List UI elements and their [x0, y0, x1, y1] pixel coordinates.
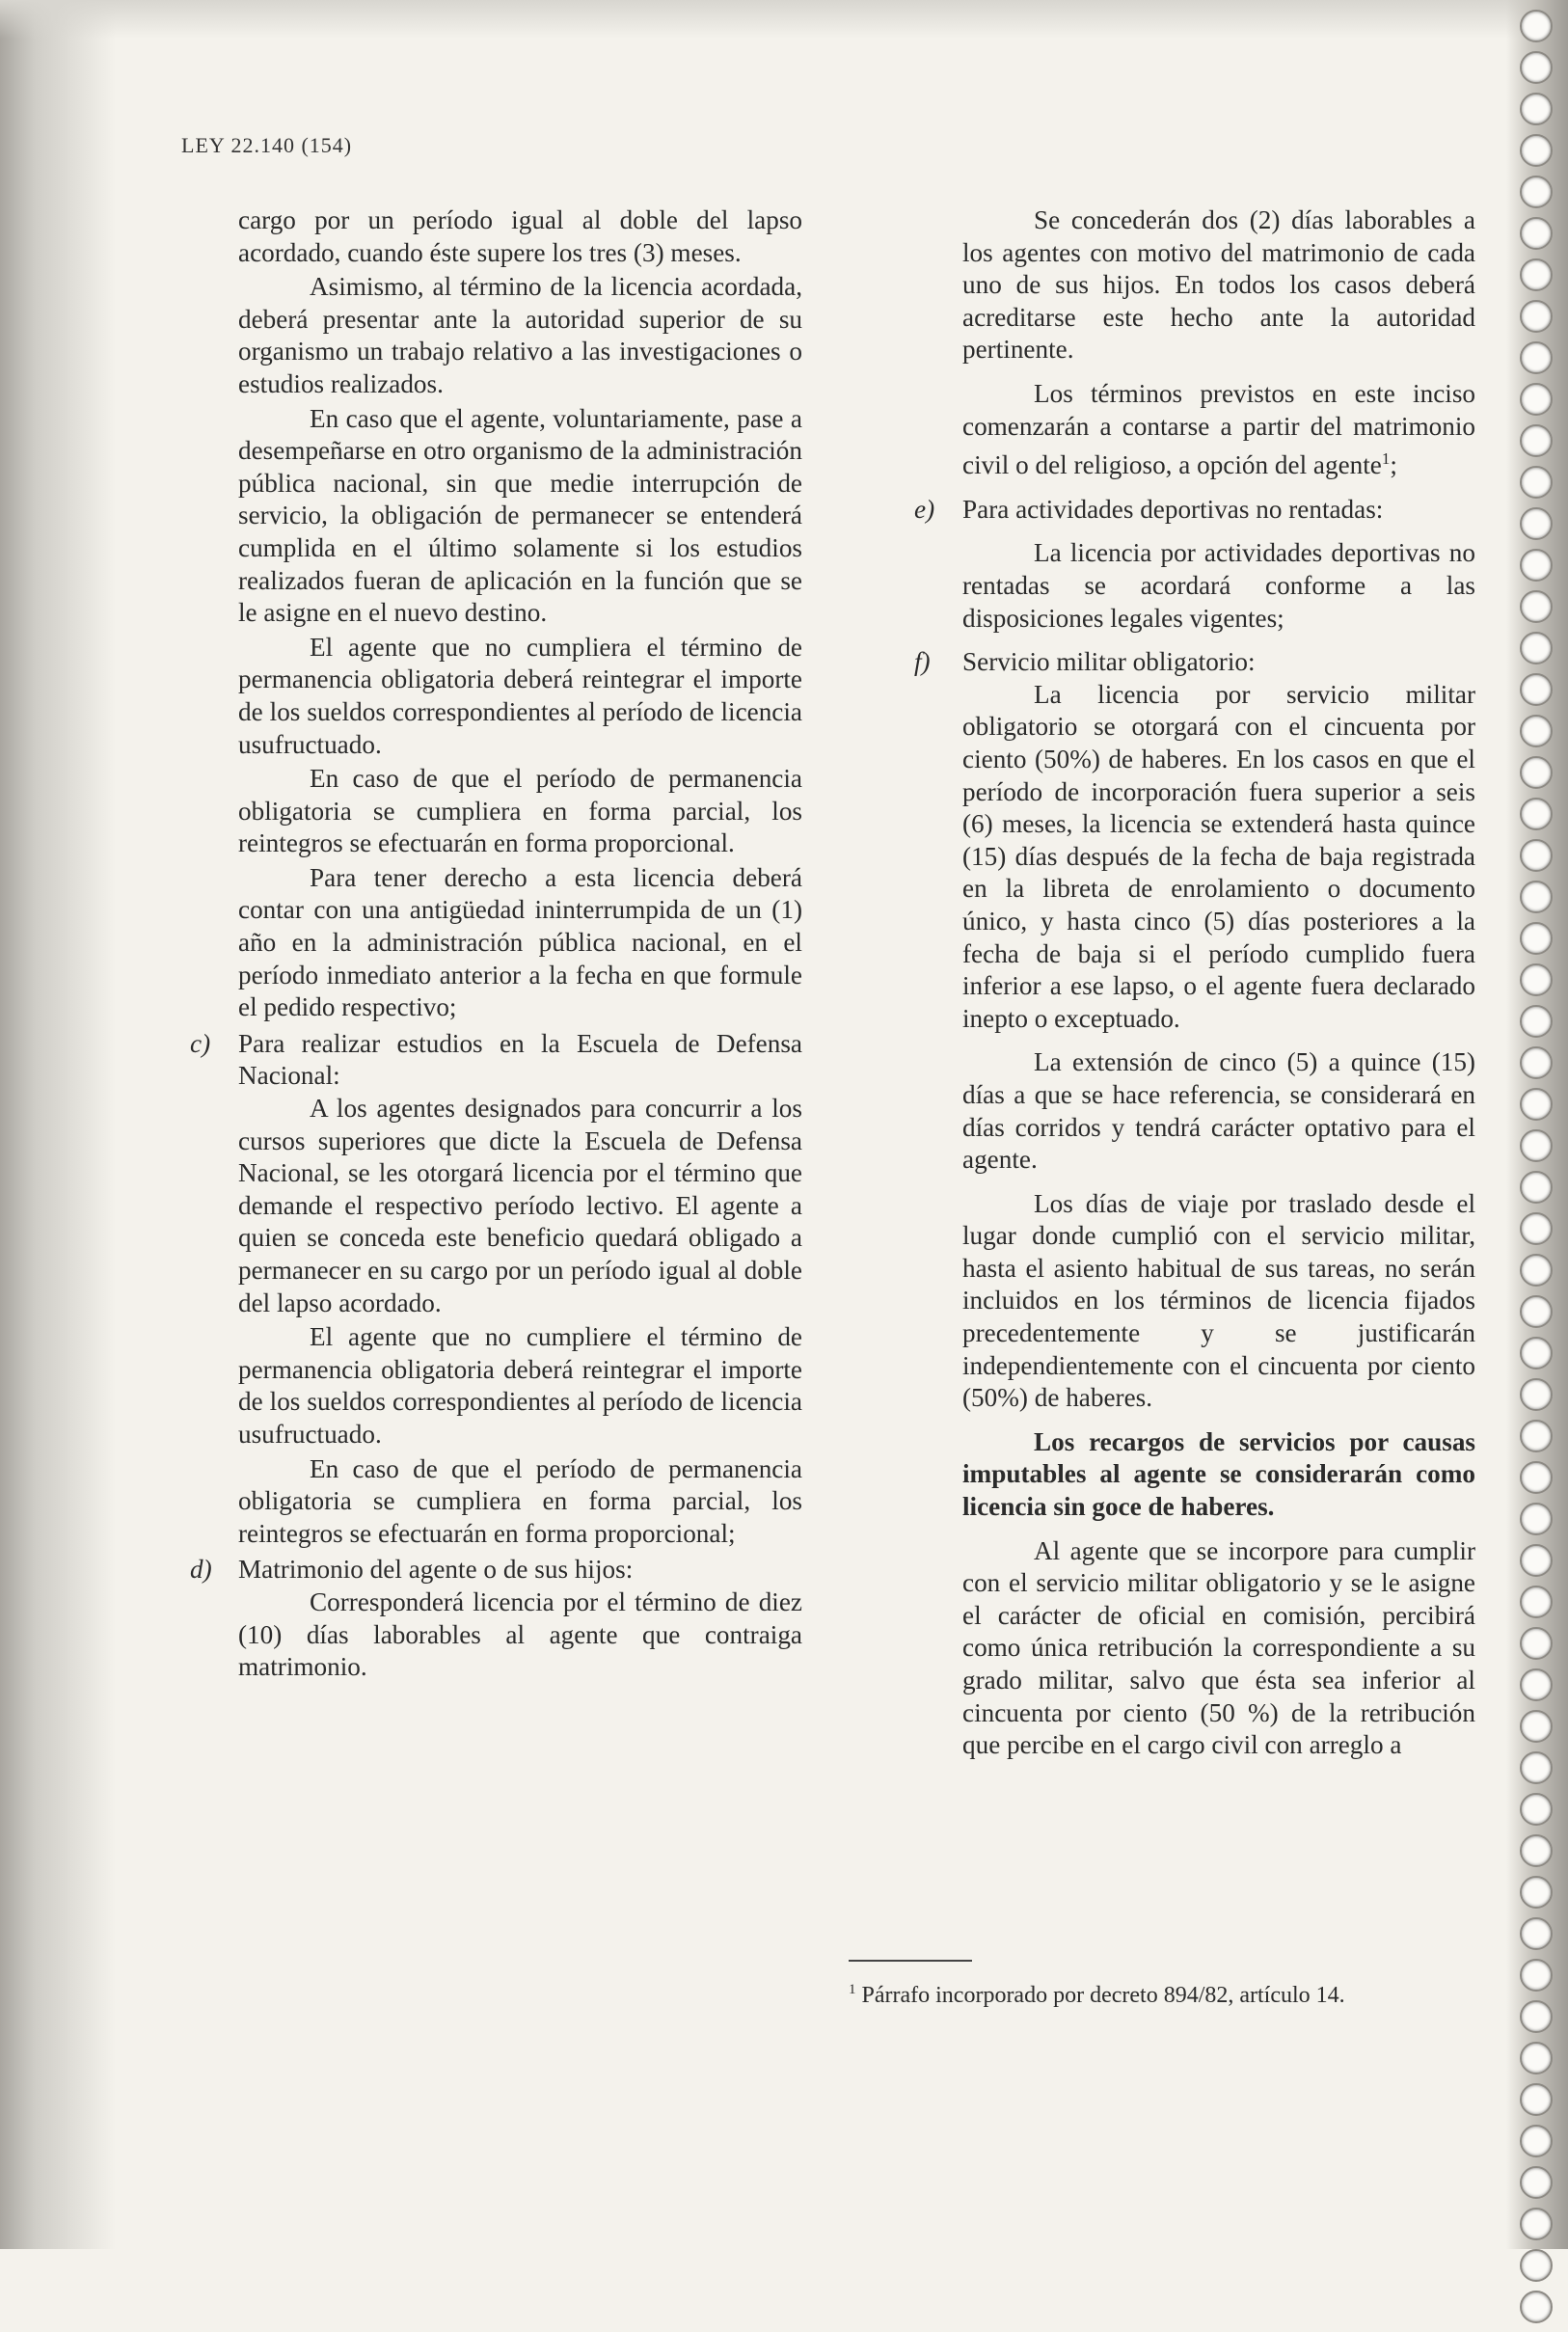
paragraph: Al agente que se incorpore para cumplir con el servicio militar obligatorio y se le asigne el carácter de oficial en comisión, percibirá como única retribución la correspondiente a su grado militar, salvo que ésta sea inferior al cincuenta por ciento (50 %) de la retribución que percibe en el cargo civil con arreglo a — [962, 1535, 1475, 1760]
binding-hole — [1520, 590, 1553, 623]
paragraph: Se concederán dos (2) días laborables a los agentes con motivo del matrimonio de cada uno de sus hijos. En todos los casos deberá acreditarse este hecho ante la autoridad pertinente. — [962, 205, 1475, 365]
binding-hole — [1520, 1420, 1553, 1452]
binding-hole — [1520, 1046, 1553, 1079]
paragraph: Los días de viaje por traslado desde el lugar donde cumplió con el servicio militar, hasta el asiento habitual de sus tareas, no serán incluidos en los términos de licencia fijados precedentemente y se justificarán independientemente con el cincuenta por ciento (50%) de haberes. — [962, 1188, 1475, 1413]
binding-hole — [1520, 2125, 1553, 2157]
item-label: Servicio militar obligatorio: — [962, 647, 1256, 677]
binding-hole — [1520, 1378, 1553, 1411]
binding-hole — [1520, 2249, 1553, 2282]
item-mark: f) — [914, 647, 931, 677]
binding-hole — [1520, 1627, 1553, 1660]
binding-hole — [1520, 2042, 1553, 2074]
binding-holes — [1520, 10, 1558, 2332]
binding-hole — [1520, 1129, 1553, 1162]
paragraph: cargo por un período igual al doble del lapso acordado, cuando éste supere los tres (3) meses. — [238, 205, 802, 267]
binding-hole — [1520, 1337, 1553, 1369]
item-label: Matrimonio del agente o de sus hijos: — [238, 1555, 634, 1585]
binding-hole — [1520, 632, 1553, 664]
page-top-shadow — [0, 0, 1568, 39]
paragraph: La extensión de cinco (5) a quince (15) días a que se hace referencia, se considerará en días corridos y tendrá carácter optativo para el agente. — [962, 1047, 1475, 1175]
binding-hole — [1520, 507, 1553, 540]
paragraph-text: Los términos previstos en este inciso comenzarán a contarse a partir del matrimonio civil o del religioso, a opción del agente — [962, 378, 1475, 480]
binding-hole — [1520, 134, 1553, 167]
binding-hole — [1520, 341, 1553, 374]
item-f — [914, 646, 1475, 1762]
item-d — [190, 1554, 802, 1683]
left-column — [190, 204, 802, 1684]
binding-hole — [1520, 1834, 1553, 1867]
binding-hole — [1520, 51, 1553, 84]
binding-hole — [1520, 1876, 1553, 1909]
item-mark: e) — [914, 494, 935, 524]
paragraph: A los agentes designados para concurrir a los cursos superiores que dicte la Escuela de Defensa Nacional, se les otorgará licencia por el término que demande el respectivo período lectivo. El agente a quien se conceda este beneficio quedará obligado a permanecer en su cargo por un período igual al doble del lapso acordado. — [238, 1094, 802, 1317]
binding-hole — [1520, 1959, 1553, 1992]
binding-hole — [1520, 839, 1553, 872]
paragraph — [962, 378, 1475, 482]
binding-hole — [1520, 1295, 1553, 1328]
binding-hole — [1520, 1751, 1553, 1784]
binding-hole — [1520, 1212, 1553, 1245]
binding-hole — [1520, 2083, 1553, 2116]
binding-hole — [1520, 424, 1553, 457]
binding-hole — [1520, 383, 1553, 416]
item-c — [190, 1028, 802, 1551]
binding-hole — [1520, 1668, 1553, 1701]
binding-hole — [1520, 300, 1553, 333]
right-column — [914, 204, 1475, 1762]
paragraph: El agente que no cumpliera el término de permanencia obligatoria deberá reintegrar el importe de los sueldos correspondientes al período de licencia usufructuado. — [238, 632, 802, 759]
binding-hole — [1520, 2291, 1553, 2323]
binding-hole — [1520, 1254, 1553, 1287]
page-header: LEY 22.140 (154) — [181, 133, 353, 157]
binding-hole — [1520, 756, 1553, 789]
binding-hole — [1520, 798, 1553, 830]
binding-hole — [1520, 1503, 1553, 1535]
item-label: Para realizar estudios en la Escuela de Defensa Nacional: — [238, 1028, 802, 1091]
binding-hole — [1520, 1544, 1553, 1577]
footnote-divider — [849, 1960, 972, 1962]
item-label: Para actividades deportivas no rentadas: — [962, 494, 1384, 524]
binding-hole — [1520, 549, 1553, 582]
paragraph: El agente que no cumpliere el término de permanencia obligatoria deberá reintegrar el importe de los sueldos correspondientes al período de licencia usufructuado. — [238, 1322, 802, 1449]
binding-hole — [1520, 176, 1553, 208]
spiral-binding — [1506, 0, 1568, 2249]
binding-hole — [1520, 922, 1553, 955]
binding-hole — [1520, 881, 1553, 913]
binding-hole — [1520, 673, 1553, 706]
item-mark: d) — [190, 1555, 212, 1585]
binding-hole — [1520, 715, 1553, 747]
footnote-mark: 1 — [849, 1982, 856, 1997]
paragraph: En caso que el agente, voluntariamente, pase a desempeñarse en otro organismo de la administración pública nacional, sin que medie interrupción de servicio, la obligación de permanecer se entenderá cumplida en el último solamente si los estudios realizados fueran de aplicación en la función que se le asigne en el nuevo destino. — [238, 403, 802, 628]
binding-hole — [1520, 217, 1553, 250]
item-mark: c) — [190, 1028, 211, 1058]
binding-hole — [1520, 2000, 1553, 2033]
paragraph: En caso de que el período de permanencia obligatoria se cumpliera en forma parcial, los reintegros se efectuarán en forma proporcional; — [238, 1453, 802, 1548]
binding-hole — [1520, 963, 1553, 996]
paragraph: Asimismo, al término de la licencia acordada, deberá presentar ante la autoridad superior de su organismo un trabajo relativo a las investigaciones o estudios realizados. — [238, 272, 802, 398]
paragraph: Los recargos de servicios por causas imputables al agente se considerarán como licencia sin goce de haberes. — [962, 1426, 1475, 1522]
page-edge-shadow — [0, 0, 116, 2249]
binding-hole — [1520, 1171, 1553, 1204]
binding-hole — [1520, 10, 1553, 42]
binding-hole — [1520, 1917, 1553, 1950]
binding-hole — [1520, 1710, 1553, 1743]
binding-hole — [1520, 1088, 1553, 1121]
footnote — [849, 1975, 1475, 2010]
binding-hole — [1520, 2166, 1553, 2199]
paragraph: En caso de que el período de permanencia obligatoria se cumpliera en forma parcial, los reintegros se efectuarán en forma proporcional. — [238, 764, 802, 858]
paragraph: Corresponderá licencia por el término de diez (10) días laborables al agente que contraiga matrimonio. — [238, 1586, 802, 1682]
footnote-text: Párrafo incorporado por decreto 894/82, artículo 14. — [861, 1983, 1345, 2008]
paragraph: La licencia por actividades deportivas no rentadas se acordará conforme a las disposiciones legales vigentes; — [962, 538, 1475, 633]
binding-hole — [1520, 93, 1553, 125]
footnote-reference: 1 — [1381, 449, 1391, 469]
binding-hole — [1520, 258, 1553, 291]
binding-hole — [1520, 1793, 1553, 1826]
binding-hole — [1520, 1586, 1553, 1618]
paragraph: Para tener derecho a esta licencia deberá contar con una antigüedad ininterrumpida de un (1) año en la administración pública nacional, en el período inmediato anterior a la fecha en que formule el pedido respectivo; — [238, 862, 802, 1022]
binding-hole — [1520, 466, 1553, 499]
binding-hole — [1520, 2208, 1553, 2240]
paragraph: La licencia por servicio militar obligatorio se otorgará con el cincuenta por ciento (50%) de haberes. En los casos en que el período de incorporación fuera superior a seis (6) meses, la licencia se extenderá hasta quince (15) días después de la fecha de baja registrada en la libreta de enrolamiento o documento único, y hasta cinco (5) días posteriores a la fecha de baja si el período cumplido fuera inferior a ese lapso, o el agente fuera declarado inepto o exceptuado. — [962, 679, 1475, 1033]
binding-hole — [1520, 1005, 1553, 1038]
item-e — [914, 494, 1475, 635]
binding-hole — [1520, 1461, 1553, 1494]
paragraph-end: ; — [1390, 450, 1397, 480]
